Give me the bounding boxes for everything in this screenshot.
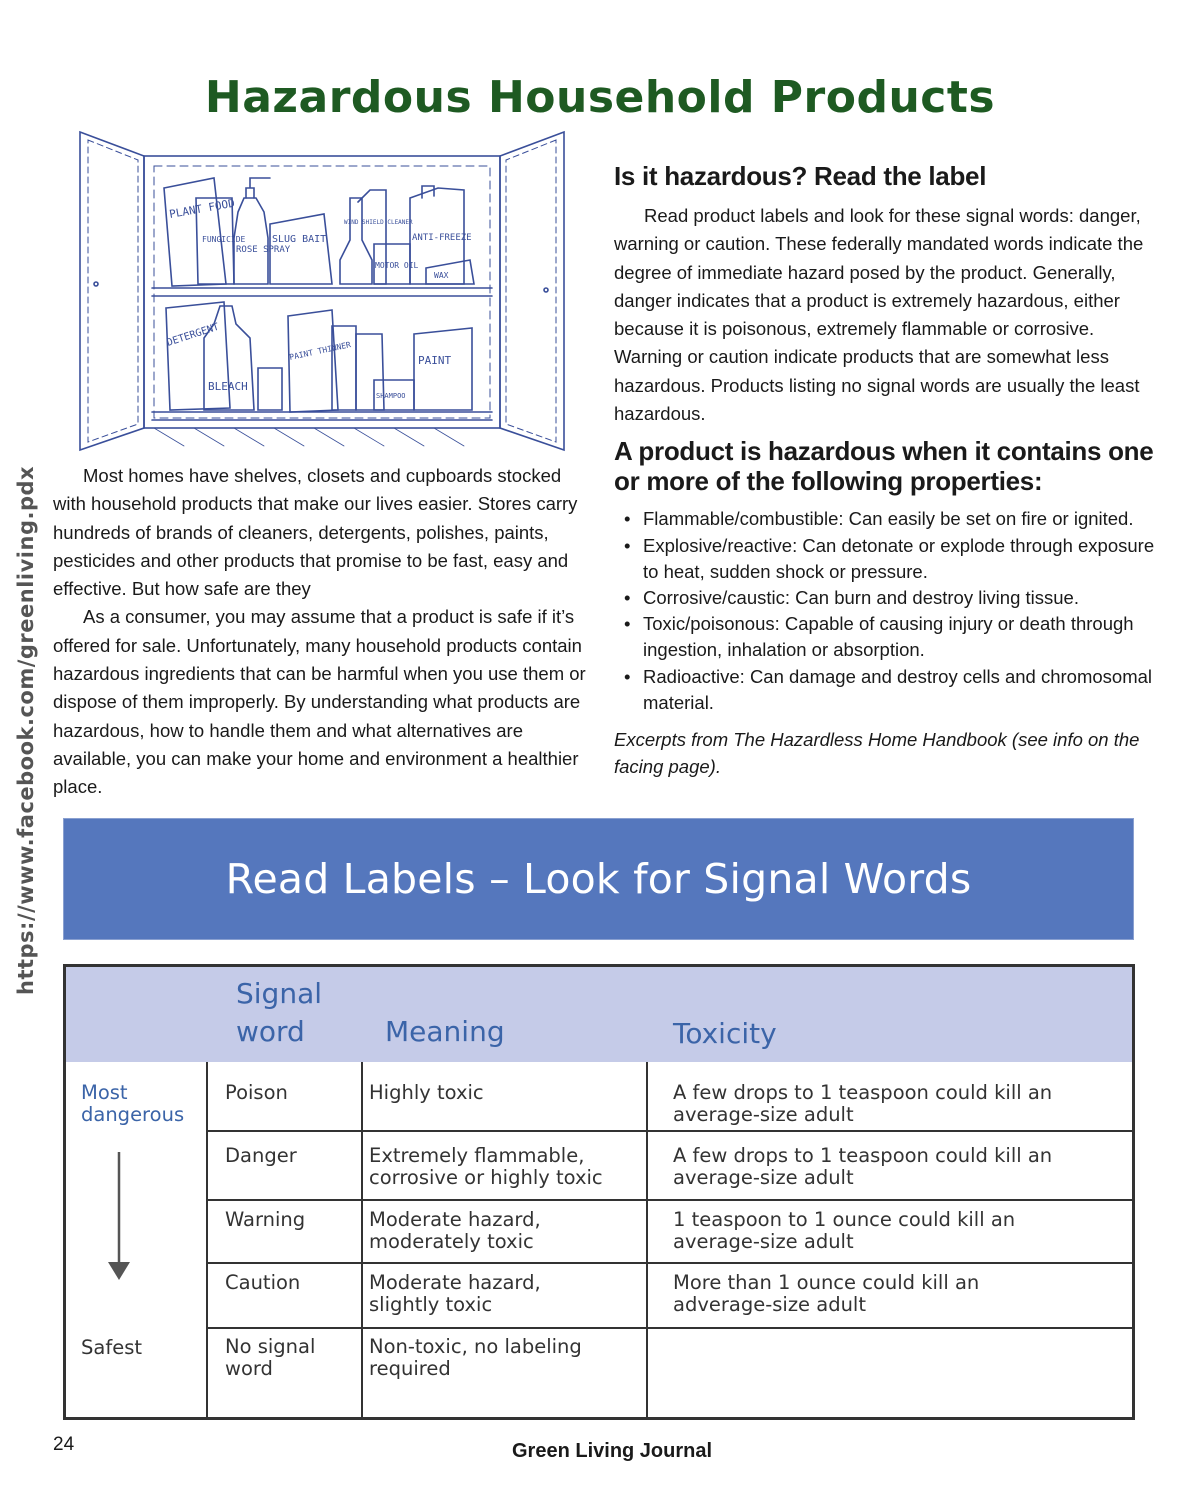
label-paint-thinner: PAINT THINNER (288, 340, 352, 362)
signal-word-table (63, 964, 1135, 1420)
row-divider (206, 1262, 1132, 1264)
header-toxicity: Toxicity (673, 1017, 777, 1050)
label-windshield-cleaner: WIND SHIELD CLEANER (344, 219, 413, 226)
cell-meaning: Moderate hazard, slightly toxic (369, 1271, 541, 1316)
properties-list (614, 506, 1159, 716)
table-header-band (66, 967, 1132, 1062)
cell-signal-danger: Danger (225, 1144, 297, 1167)
cell-meaning: Non-toxic, no labeling required (369, 1335, 582, 1380)
label-wax: WAX (434, 271, 449, 280)
cell-toxicity: A few drops to 1 teaspoon could kill an average-size adult (673, 1144, 1053, 1189)
properties-heading: A product is hazardous when it contains one or more of the following properties: (614, 436, 1154, 497)
row-divider (206, 1199, 1132, 1201)
page-title: Hazardous Household Products (204, 72, 996, 123)
label-paint: PAINT (418, 354, 452, 367)
property-item: • Toxic/poisonous: Capable of causing injury or death through ingestion, inhalation or absorption. (624, 611, 1159, 663)
right-column (614, 160, 1159, 780)
label-slug-bait: SLUG BAIT (272, 234, 327, 245)
scale-most-dangerous: Most dangerous (81, 1081, 185, 1126)
signal-words-banner (63, 818, 1134, 940)
arrow-down-icon (106, 1152, 132, 1282)
label-shampoo: SHAMPOO (376, 392, 406, 400)
cell-meaning: Moderate hazard, moderately toxic (369, 1208, 541, 1253)
row-divider (206, 1130, 1132, 1132)
cell-toxicity: 1 teaspoon to 1 ounce could kill an average-size adult (673, 1208, 1016, 1253)
label-rose-spray: ROSE SPRAY (236, 245, 291, 255)
cell-signal-warning: Warning (225, 1208, 306, 1231)
property-item: • Radioactive: Can damage and destroy cells and chromosomal material. (624, 664, 1159, 716)
cell-signal-caution: Caution (225, 1271, 301, 1294)
page-number: 24 (53, 1434, 75, 1455)
intro-text (53, 462, 588, 802)
property-item: • Explosive/reactive: Can detonate or explode through exposure to heat, sudden shock or pressure. (624, 533, 1159, 585)
header-signal-word: Signal word (236, 977, 323, 1048)
cell-signal-none: No signal word (225, 1335, 316, 1380)
header-meaning: Meaning (385, 1015, 505, 1048)
property-item: • Flammable/combustible: Can easily be set on fire or ignited. (624, 506, 1159, 532)
cell-meaning: Highly toxic (369, 1081, 484, 1104)
label-bleach: BLEACH (208, 380, 248, 393)
intro-paragraph-2: As a consumer, you may assume that a product is safe if it’s offered for sale. Unfortunately, many household products contain hazardous ingredients that can be harmful when you use them or dispose of them improperly. By understanding what products are hazardous, how to handle them and what alternatives are available, you can make your home and environment a healthier place. (53, 606, 586, 798)
row-divider (206, 1327, 1132, 1329)
label-paragraph: Read product labels and look for these signal words: danger, warning or caution. These federally mandated words indicate the degree of immediate hazard posed by the product. Generally, danger indicates that a product is extremely hazardous, either because it is poisonous, extremely flammable or corrosive. Warning or caution indicate products that are somewhat less hazardous. Products listing no signal words are usually the least hazardous. (614, 205, 1144, 425)
cell-meaning: Extremely flammable, corrosive or highly toxic (369, 1144, 603, 1189)
scale-safest: Safest (81, 1336, 142, 1359)
label-antifreeze: ANTI-FREEZE (412, 233, 472, 243)
label-motor-oil: MOTOR OIL (375, 261, 419, 270)
label-heading: Is it hazardous? Read the label (614, 161, 987, 191)
cell-signal-poison: Poison (225, 1081, 288, 1104)
banner-title: Read Labels – Look for Signal Words (225, 855, 972, 903)
excerpt-note: Excerpts from The Hazardless Home Handbook (see info on the facing page). (614, 729, 1140, 777)
label-detergent: DETERGENT (165, 321, 221, 349)
side-url[interactable]: https://www.facebook.com/greenliving.pdx (14, 465, 38, 995)
label-plant-food: PLANT FOOD (168, 196, 236, 221)
journal-name: Green Living Journal (512, 1440, 713, 1462)
cell-toxicity: More than 1 ounce could kill an adverage-size adult (673, 1271, 980, 1316)
column-divider (646, 1062, 648, 1420)
cabinet-illustration (74, 128, 570, 458)
label-fungicide: FUNGICIDE (202, 235, 246, 244)
column-divider (361, 1062, 363, 1420)
property-item: • Corrosive/caustic: Can burn and destroy living tissue. (624, 585, 1159, 611)
cell-toxicity: A few drops to 1 teaspoon could kill an average-size adult (673, 1081, 1053, 1126)
column-divider (206, 1062, 208, 1420)
intro-paragraph-1: Most homes have shelves, closets and cupboards stocked with household products that make our lives easier. Stores carry hundreds of brands of cleaners, detergents, polishes, paints, pesticides and other products that promise to be fast, easy and effective. But how safe are they (53, 465, 578, 600)
